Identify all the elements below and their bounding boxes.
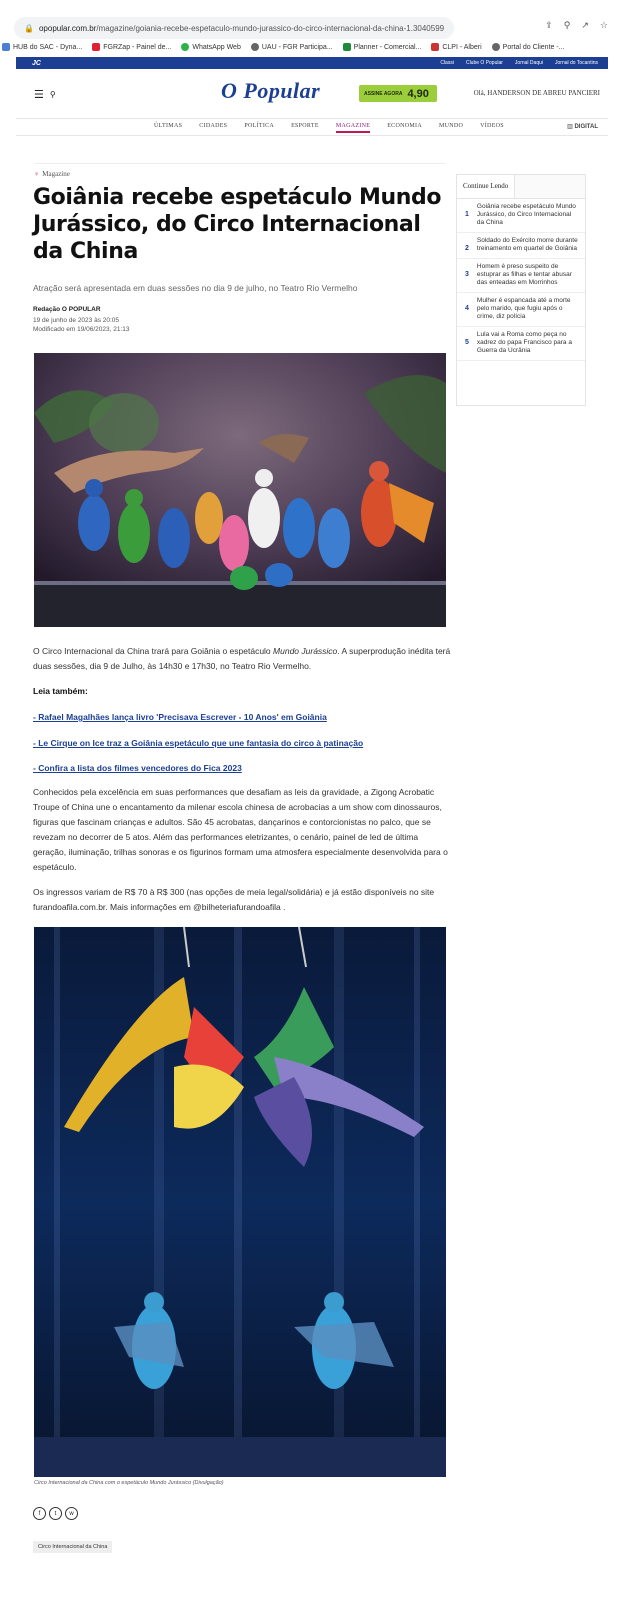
globe-icon bbox=[251, 43, 259, 51]
planner-icon bbox=[343, 43, 351, 51]
published-date: 19 de junho de 2023 às 20:05 bbox=[33, 317, 120, 324]
twitter-icon[interactable]: t bbox=[49, 1507, 62, 1520]
address-bar[interactable] bbox=[14, 17, 454, 39]
tab-continue-reading[interactable]: Continue Lendo bbox=[457, 175, 515, 198]
bookmark-icon bbox=[431, 43, 439, 51]
related-link[interactable]: - Confira a lista dos filmes vencedores do Fica 2023 bbox=[33, 763, 242, 773]
list-item-title: Mulher é espancada até a morte pelo marido, que fugiu após o crime, diz polícia bbox=[476, 297, 571, 320]
article-subtitle: Atração será apresentada em duas sessões no dia 9 de julho, no Teatro Rio Vermelho bbox=[33, 283, 358, 293]
bookmark-item[interactable]: Planner - Comercial... bbox=[343, 43, 422, 51]
bookmark-item[interactable]: CLPI - Alberi bbox=[431, 43, 481, 51]
list-item-title: Homem é preso suspeito de estuprar as filhas e tentar abusar das enteadas em Morrinhos bbox=[476, 263, 572, 286]
modified-date: Modificado em 19/06/2023, 21:13 bbox=[33, 326, 130, 333]
subscribe-price: 4,90 bbox=[407, 87, 429, 100]
rank-number: 2 bbox=[465, 245, 469, 252]
whatsapp-icon[interactable]: w bbox=[65, 1507, 78, 1520]
bookmark-item[interactable]: WhatsApp Web bbox=[181, 43, 241, 51]
browser-toolbar bbox=[0, 0, 624, 36]
lock-icon: 🔒 bbox=[24, 23, 34, 33]
url-domain: opopular.com.br bbox=[38, 23, 97, 33]
subscribe-label: ASSINE AGORA bbox=[364, 90, 403, 97]
list-item[interactable] bbox=[457, 259, 585, 293]
top-link[interactable]: Classi bbox=[440, 60, 454, 66]
top-link[interactable]: Clube O Popular bbox=[465, 60, 503, 66]
bookmark-icon bbox=[2, 43, 10, 51]
nav-economia[interactable]: ECONOMIA bbox=[387, 123, 422, 129]
article-photo-stage[interactable] bbox=[34, 353, 446, 627]
paragraph-body: Conhecidos pela excelência em suas performances que desafiam as leis da gravidade, a Zigong Acrobatic Troupe of China une o encantamento da milenar escola chinesa de acrobacias a um show com dinossauros, figuras que fascinam crianças e adultos. São 45 acrobatas, dançarinos e contorcionistas no palco, que se revezam no decorrer de 5 atos. Além das performances eletrizantes, o cenário, painel de led de última geração, iluminação, trilhas sonoras e os figurinos formam uma atmosfera especialmente desenvolvida para o espetáculo. bbox=[33, 787, 448, 872]
paragraph-intro: O Circo Internacional da China trará para Goiânia o espetáculo Mundo Jurássico. A superprodução inédita terá duas sessões, dia 9 de Julho, às 14h30 e 17h30, no Teatro Rio Vermelho. bbox=[33, 646, 451, 671]
list-item-title: Soldado do Exército morre durante treinamento em quartel de Goiânia bbox=[476, 237, 578, 252]
site-header bbox=[16, 72, 608, 116]
bookmarks-bar bbox=[0, 40, 624, 54]
bookmark-item[interactable]: FGRZap - Painel de... bbox=[92, 43, 171, 51]
nav-esporte[interactable]: ESPORTE bbox=[291, 123, 319, 129]
byline: Redação O POPULAR bbox=[33, 306, 101, 313]
list-item[interactable] bbox=[457, 293, 585, 327]
nav-ultimas[interactable]: ÚLTIMAS bbox=[154, 123, 183, 129]
star-icon[interactable]: ☆ bbox=[599, 20, 608, 30]
globe-icon bbox=[492, 43, 500, 51]
site-logo[interactable]: O Popular bbox=[221, 78, 321, 103]
rank-number: 1 bbox=[465, 211, 469, 218]
article-photo-aerial[interactable] bbox=[34, 927, 446, 1477]
stage-photo-illustration bbox=[34, 353, 446, 627]
network-logo[interactable]: JC bbox=[32, 59, 41, 67]
search-icon[interactable]: ⚲ bbox=[49, 89, 56, 99]
send-icon[interactable]: ↗ bbox=[581, 20, 589, 30]
magazine-icon: ♀ bbox=[34, 170, 40, 178]
nav-magazine[interactable]: MAGAZINE bbox=[336, 123, 370, 133]
continue-reading-widget bbox=[456, 174, 586, 406]
bookmark-icon bbox=[92, 43, 100, 51]
rank-number: 3 bbox=[465, 271, 469, 278]
nav-politica[interactable]: POLÍTICA bbox=[244, 123, 275, 129]
share-page-icon[interactable]: ⇪ bbox=[545, 20, 553, 30]
paragraph-tickets: Os ingressos variam de R$ 70 à R$ 300 (nas opções de meia legal/solidária) e já estão disponíveis no site furandoafila.com.br. Mais informações em @bilheteriafurandoafila . bbox=[33, 887, 435, 912]
nav-videos[interactable]: VÍDEOS bbox=[480, 123, 504, 129]
divider bbox=[34, 163, 446, 164]
list-item[interactable] bbox=[457, 327, 585, 361]
network-strip bbox=[16, 57, 608, 69]
list-item-title: Lula vai a Roma como peça no xadrez do papa Francisco para a Guerra da Ucrânia bbox=[476, 331, 572, 354]
rank-number: 4 bbox=[465, 305, 469, 312]
tab-secondary[interactable] bbox=[515, 175, 585, 198]
newspaper-icon: ▥ bbox=[567, 124, 575, 130]
list-item[interactable] bbox=[457, 199, 585, 233]
digital-link[interactable]: ▥ DIGITAL bbox=[567, 124, 598, 130]
top-link[interactable]: Jornal Daqui bbox=[514, 60, 543, 66]
article-title: Goiânia recebe espetáculo Mundo Jurássico, do Circo Internacional da China bbox=[33, 185, 442, 264]
topic-tag[interactable]: Circo Internacional da China bbox=[33, 1541, 112, 1553]
share-buttons bbox=[33, 1507, 78, 1520]
photo-caption: Circo Internacional da China com o espetáculo Mundo Jurássico (Divulgação) bbox=[34, 1480, 224, 1486]
aerial-photo-illustration bbox=[34, 927, 446, 1477]
nav-cidades[interactable]: CIDADES bbox=[199, 123, 228, 129]
url-path: /magazine/goiania-recebe-espetaculo-mundo-jurassico-do-circo-internacional-da-china-1.3040599 bbox=[96, 23, 445, 33]
related-link[interactable]: - Le Cirque on Ice traz a Goiânia espetáculo que une fantasia do circo à patinação bbox=[33, 738, 364, 748]
main-nav bbox=[16, 118, 608, 136]
rank-number: 5 bbox=[465, 339, 469, 346]
subscribe-button[interactable] bbox=[359, 85, 437, 102]
bookmark-item[interactable]: Portal do Cliente -... bbox=[492, 43, 565, 51]
list-item-title: Goiânia recebe espetáculo Mundo Jurássico, do Circo Internacional da China bbox=[476, 203, 576, 226]
read-also-heading: Leia também: bbox=[33, 686, 88, 696]
whatsapp-icon bbox=[181, 43, 189, 51]
nav-mundo[interactable]: MUNDO bbox=[438, 123, 464, 129]
menu-icon[interactable]: ☰ bbox=[34, 88, 44, 101]
related-link[interactable]: - Rafael Magalhães lança livro 'Precisava Escrever - 10 Anos' em Goiânia bbox=[33, 712, 327, 722]
bookmark-item[interactable]: UAU - FGR Participa... bbox=[251, 43, 333, 51]
zoom-icon[interactable]: ⚲ bbox=[563, 20, 571, 30]
facebook-icon[interactable]: f bbox=[33, 1507, 46, 1520]
list-item[interactable] bbox=[457, 233, 585, 259]
user-greeting[interactable]: Olá, HANDERSON DE ABREU PANCIERI bbox=[473, 89, 600, 97]
section-kicker[interactable]: ♀ Magazine bbox=[34, 170, 70, 178]
top-link[interactable]: Jornal do Tocantins bbox=[555, 60, 598, 66]
bookmark-item[interactable]: HUB do SAC - Dyna... bbox=[2, 43, 82, 51]
